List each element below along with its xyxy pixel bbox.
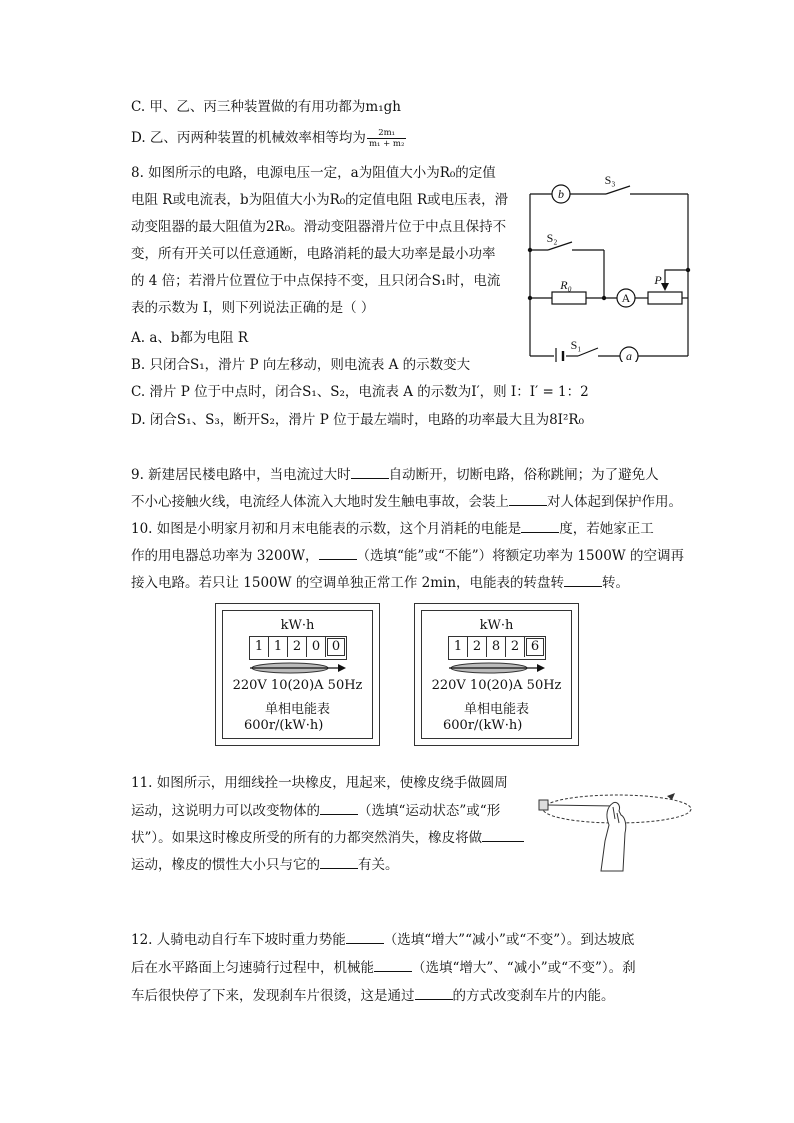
q10-text: 转。 bbox=[602, 575, 630, 591]
answer-blank[interactable] bbox=[374, 958, 412, 972]
q11-line-4 bbox=[131, 855, 399, 874]
meter-digit-decimal: 6 bbox=[526, 638, 544, 656]
q11-text: 状”）。如果这时橡皮所受的所有的力都突然消失，橡皮将做 bbox=[131, 830, 483, 846]
answer-blank[interactable] bbox=[564, 573, 602, 587]
q11-text: 运动，这说明力可以改变物体的 bbox=[131, 803, 320, 819]
q12-line-1 bbox=[131, 930, 634, 949]
q11-line-2 bbox=[131, 801, 500, 820]
meter-digit: 1 bbox=[269, 637, 288, 657]
q8-line-6: 表的示数为 I，则下列说法正确的是（ ） bbox=[131, 300, 375, 316]
meter-unit: kW·h bbox=[479, 618, 514, 633]
q9-line-1 bbox=[131, 465, 659, 484]
answer-blank[interactable] bbox=[320, 801, 358, 815]
q8-option-c: C. 滑片 P 位于中点时，闭合S₁、S₂，电流表 A 的示数为I′，则 I：I′ = 1：2 bbox=[131, 384, 589, 400]
q12-text: （选填“增大”、“减小”或“不变”）。刹 bbox=[412, 960, 636, 976]
q12-text: 12. 人骑电动自行车下坡时重力势能 bbox=[131, 932, 346, 948]
q12-text: 车后很快停了下来，发现刹车片很烫，这是通过 bbox=[131, 988, 415, 1004]
q7-option-d bbox=[131, 128, 406, 149]
q8-option-d: D. 闭合S₁、S₃，断开S₂，滑片 P 位于最左端时，电路的功率最大且为8I²R₀ bbox=[131, 412, 584, 428]
q9-text: 不小心接触火线，电流经人体流入大地时发生触电事故，会装上 bbox=[131, 494, 509, 510]
fraction-numerator: 2m₁ bbox=[367, 128, 406, 139]
junction-dot bbox=[686, 268, 690, 272]
q11-text: （选填“运动状态”或“形 bbox=[358, 803, 501, 819]
q9-text: 自动断开，切断电路，俗称跳闸；为了避免人 bbox=[388, 467, 659, 483]
q8-option-a: A. a、b都为电阻 R bbox=[131, 330, 248, 346]
q10-text: （选填“能”或“不能”）将额定功率为 1500W 的空调再 bbox=[356, 548, 684, 564]
label-s3: S₃ bbox=[604, 173, 616, 187]
q10-line-2 bbox=[131, 546, 684, 565]
answer-blank[interactable] bbox=[351, 465, 389, 479]
label-s2: S₂ bbox=[546, 231, 558, 245]
answer-blank[interactable] bbox=[320, 855, 358, 869]
q12-line-3 bbox=[131, 986, 615, 1005]
q8-line-1: 8. 如图所示的电路，电源电压一定，a为阻值大小为R₀的定值 bbox=[131, 165, 496, 181]
label-p: P bbox=[654, 273, 662, 287]
q7-option-c: C. 甲、乙、丙三种装置做的有用功都为m₁gh bbox=[131, 99, 401, 115]
answer-blank[interactable] bbox=[509, 492, 547, 506]
meter-disc-icon bbox=[447, 660, 547, 676]
meter-spec: 220V 10(20)A 50Hz bbox=[431, 678, 562, 693]
q10-text: 作的用电器总功率为 3200W， bbox=[131, 548, 319, 564]
meter-digit: 1 bbox=[250, 637, 269, 657]
meter-rate: 600r/(kW·h) bbox=[244, 718, 324, 733]
meter-digit: 1 bbox=[449, 637, 468, 657]
junction-dot bbox=[602, 296, 606, 300]
q11-text: 运动，橡皮的惯性大小只与它的 bbox=[131, 857, 320, 873]
meter-digit: 2 bbox=[288, 637, 307, 657]
answer-blank[interactable] bbox=[521, 519, 559, 533]
q7-option-d-text: D. 乙、丙两种装置的机械效率相等均为 bbox=[131, 130, 366, 146]
answer-blank[interactable] bbox=[319, 546, 357, 560]
fraction-denominator: m₁ + m₂ bbox=[368, 139, 405, 149]
meter-digits bbox=[249, 636, 347, 660]
label-a: a bbox=[626, 349, 632, 362]
label-r0: R₀ bbox=[560, 278, 572, 292]
q11-line-1: 11. 如图所示，用细线拴一块橡皮，甩起来，使橡皮绕手做圆周 bbox=[131, 775, 508, 791]
slider-arrow-icon bbox=[661, 283, 669, 291]
meter-disc-icon bbox=[248, 660, 348, 676]
answer-blank[interactable] bbox=[346, 930, 384, 944]
q12-line-2 bbox=[131, 958, 636, 977]
q9-text: 对人体起到保护作用。 bbox=[547, 494, 682, 510]
meter-name: 单相电能表 bbox=[264, 702, 330, 717]
q10-text: 接入电路。若只让 1500W 的空调单独正常工作 2min，电能表的转盘转 bbox=[131, 575, 565, 591]
label-s1: S₁ bbox=[570, 338, 582, 352]
q8-option-b: B. 只闭合S₁，滑片 P 向左移动，则电流表 A 的示数变大 bbox=[131, 357, 471, 373]
q10-text: 10. 如图是小明家月初和月末电能表的示数，这个月消耗的电能是 bbox=[131, 521, 522, 537]
meter-spec: 220V 10(20)A 50Hz bbox=[232, 678, 363, 693]
junction-dot bbox=[528, 296, 532, 300]
answer-blank[interactable] bbox=[482, 828, 524, 842]
q10-text: 度，若她家正工 bbox=[559, 521, 654, 537]
meter-digit: 2 bbox=[506, 637, 525, 657]
meter-digit: 0 bbox=[307, 637, 326, 657]
label-b: b bbox=[558, 187, 564, 201]
q10-line-1 bbox=[131, 519, 654, 538]
q8-line-5: 的 4 倍；若滑片位置位于中点保持不变，且只闭合S₁时，电流 bbox=[131, 273, 501, 289]
meter-unit: kW·h bbox=[280, 618, 315, 633]
q9-line-2 bbox=[131, 492, 682, 511]
q11-line-3 bbox=[131, 828, 524, 847]
q8-line-4: 变，所有开关可以任意通断，电路消耗的最大功率是最小功率 bbox=[131, 246, 496, 262]
meter-rate: 600r/(kW·h) bbox=[443, 718, 523, 733]
meter-digit-decimal: 0 bbox=[327, 638, 345, 656]
q11-text: 有关。 bbox=[358, 857, 399, 873]
q10-line-3 bbox=[131, 573, 629, 592]
eraser-icon bbox=[539, 800, 548, 810]
efficiency-fraction bbox=[367, 128, 406, 149]
circuit-diagram bbox=[518, 172, 698, 362]
junction-dot bbox=[528, 248, 532, 252]
meter-name: 单相电能表 bbox=[463, 702, 529, 717]
meter-digits bbox=[448, 636, 546, 660]
meter-digit: 8 bbox=[487, 637, 506, 657]
q9-text: 9. 新建居民楼电路中，当电流过大时 bbox=[131, 467, 351, 483]
meter-digit: 2 bbox=[468, 637, 487, 657]
energy-meter-end bbox=[414, 603, 579, 746]
q12-text: （选填“增大”“减小”或“不变”）。到达坡底 bbox=[383, 932, 635, 948]
eraser-circular-motion-figure bbox=[535, 785, 695, 875]
q8-line-3: 动变阻器的最大阻值为2R₀。滑动变阻器滑片位于中点且保持不 bbox=[131, 219, 507, 235]
q12-text: 的方式改变刹车片的内能。 bbox=[452, 988, 615, 1004]
energy-meter-start bbox=[215, 603, 380, 746]
answer-blank[interactable] bbox=[415, 986, 453, 1000]
hand-icon bbox=[601, 802, 626, 871]
label-A: A bbox=[621, 291, 631, 305]
q8-line-2: 电阻 R或电流表，b为阻值大小为R₀的定值电阻 R或电压表，滑 bbox=[131, 192, 509, 208]
q12-text: 后在水平路面上匀速骑行过程中，机械能 bbox=[131, 960, 374, 976]
